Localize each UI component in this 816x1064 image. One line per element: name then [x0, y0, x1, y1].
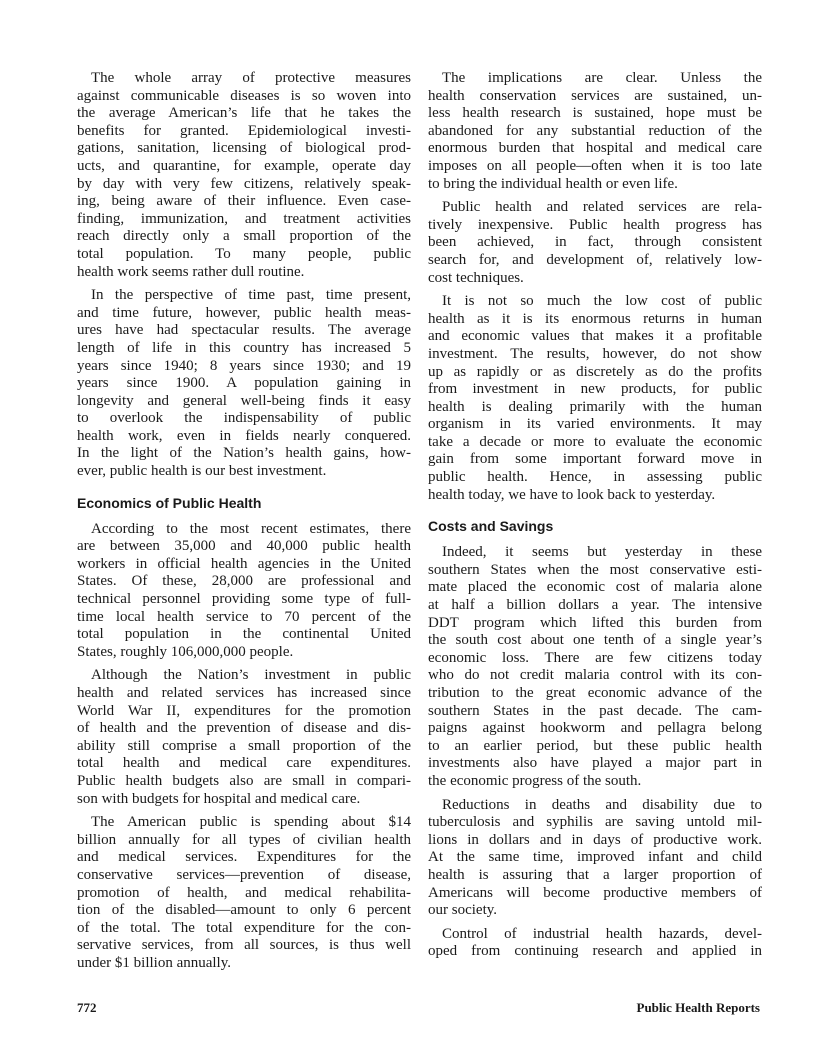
text-line: investments also have played a major part in [428, 755, 762, 772]
section-heading: Costs and Savings [428, 518, 554, 535]
text-line: At the same time, improved infant and child [428, 849, 762, 866]
text-line: are between 35,000 and 40,000 public health [77, 538, 411, 555]
text-line: under $1 billion annually. [77, 954, 231, 971]
text-line: search for, and development of, relatively low- [428, 251, 762, 268]
paragraph [77, 521, 411, 662]
text-line: tuberculosis and syphilis are saving untold mil- [428, 814, 762, 831]
text-line: our society. [428, 902, 498, 919]
text-line: abandoned for any substantial reduction of the [428, 122, 762, 139]
text-line: been achieved, in fact, through consistent [428, 234, 762, 251]
text-line: of the total. The total expenditure for the con- [77, 919, 411, 936]
text-line: southern States when the most conservative esti- [428, 561, 762, 578]
text-line: Public health budgets also are small in compari- [77, 772, 411, 789]
text-line: States. Of these, 28,000 are professional and [77, 573, 411, 590]
text-line: The whole array of protective measures [91, 70, 411, 86]
text-line: against communicable diseases is so woven into [77, 87, 411, 104]
text-line: technical personnel providing some type of full- [77, 591, 411, 608]
text-line: to bring the individual health or even life. [428, 175, 678, 192]
text-line: gain from some important forward move in [428, 451, 762, 468]
page-number: 772 [77, 1000, 97, 1015]
text-line: health work, even in fields nearly conquered. [77, 427, 411, 444]
text-line: investment. The results, however, do not show [428, 345, 762, 362]
text-line: Reductions in deaths and disability due to [442, 796, 762, 813]
text-line: to an earlier period, but these public health [428, 737, 762, 754]
paragraph [428, 544, 762, 790]
text-line: health conservation services are sustained, un- [428, 87, 762, 104]
paragraph [77, 287, 411, 481]
paragraph [77, 667, 411, 808]
text-line: Americans will become productive members of [428, 884, 762, 901]
paragraph [77, 70, 411, 281]
text-line: to overlook the indispensability of public [77, 410, 411, 427]
text-line: Public health and related services are rela- [442, 199, 762, 216]
text-line: by day with very few citizens, relatively speak- [77, 175, 411, 192]
text-line: gations, sanitation, licensing of biological prod- [77, 140, 411, 157]
text-line: longevity and general well-being finds it easy [77, 392, 411, 409]
text-line: In the light of the Nation’s health gains, how- [77, 445, 411, 462]
text-line: reach directly only a small proportion of the [77, 228, 411, 245]
paragraph [428, 926, 762, 961]
journal-title: Public Health Reports [636, 1000, 760, 1015]
right-column [428, 70, 762, 967]
text-line: In the perspective of time past, time present, [91, 287, 411, 304]
text-line: Although the Nation’s investment in public [91, 667, 411, 684]
text-line: World War II, expenditures for the promotion [77, 702, 411, 719]
text-line: total population. To many people, public [77, 245, 411, 262]
text-line: According to the most recent estimates, there [91, 520, 411, 537]
text-line: ucts, and quarantine, for example, operate day [77, 157, 411, 174]
text-line: Control of industrial health hazards, devel- [442, 925, 762, 942]
text-line: States, roughly 106,000,000 people. [77, 643, 294, 660]
text-line: lions in dollars and in days of productive work. [428, 831, 762, 848]
text-line: imposes on all people—often when it is too late [428, 157, 762, 174]
text-line: years since 1900. A population gaining in [77, 375, 411, 392]
text-line: servative services, from all sources, is thus well [77, 937, 411, 954]
text-line: health is assuring that a larger proportion of [428, 866, 762, 883]
text-line: the average American’s life that he takes the [77, 105, 411, 122]
text-line: economic loss. There are few citizens today [428, 649, 762, 666]
text-line: length of life in this country has increased 5 [77, 339, 411, 356]
text-line: total health and medical care expenditures. [77, 755, 411, 772]
text-line: promotion of health, and medical rehabilita- [77, 884, 411, 901]
text-line: southern States in the past decade. The cam- [428, 702, 762, 719]
paragraph [428, 70, 762, 193]
text-line: son with budgets for hospital and medical care. [77, 790, 361, 807]
text-line: Indeed, it seems but yesterday in these [442, 544, 762, 561]
text-line: ever, public health is our best investment. [77, 463, 327, 480]
text-line: paigns against hookworm and pellagra belong [428, 720, 762, 737]
text-line: the economic progress of the south. [428, 772, 642, 789]
text-line: at half a billion dollars a year. The intensive [428, 597, 762, 614]
text-line: tively inexpensive. Public health progress has [428, 216, 762, 233]
text-line: of health and the prevention of disease and dis- [77, 720, 411, 737]
text-line: benefits for granted. Epidemiological investi- [77, 122, 411, 139]
text-line: mate placed the economic cost of malaria alone [428, 579, 762, 596]
text-line: total population in the continental United [77, 626, 411, 643]
text-line: cost techniques. [428, 269, 524, 286]
paragraph [77, 814, 411, 972]
text-line: health and related services has increased since [77, 685, 411, 701]
text-line: ing, being aware of their influence. Even case- [77, 193, 411, 210]
text-line: billion annually for all types of civilian health [77, 831, 411, 848]
text-line: oped from continuing research and applied in [428, 943, 762, 960]
text-line: finding, immunization, and treatment activities [77, 210, 411, 227]
text-line: workers in official health agencies in the United [77, 555, 411, 572]
text-line: health is dealing primarily with the human [428, 398, 762, 415]
text-line: health today, we have to look back to yesterday. [428, 486, 716, 503]
text-line: and medical services. Expenditures for the [77, 849, 411, 866]
text-line: time local health service to 70 percent of the [77, 608, 411, 625]
text-line: It is not so much the low cost of public [442, 293, 762, 310]
text-line: the south cost about one tenth of a single year’s [428, 632, 762, 649]
text-line: public health. Hence, in assessing public [428, 469, 762, 486]
text-line: who do not credit malaria control with its con- [428, 667, 762, 684]
text-line: ures have had spectacular results. The average [77, 322, 411, 339]
text-line: tion of the disabled—amount to only 6 percent [77, 902, 411, 919]
text-line: health work seems rather dull routine. [77, 263, 305, 280]
paragraph [428, 293, 762, 504]
text-line: and time future, however, public health meas- [77, 304, 411, 321]
text-line: DDT program which lifted this burden from [428, 614, 762, 631]
text-line: take a decade or more to evaluate the economic [428, 433, 762, 450]
text-line: from investment in new products, for public [428, 381, 762, 398]
text-line: conservative services—prevention of disease, [77, 866, 411, 883]
text-line: organism in its varied environments. It may [428, 416, 762, 433]
paragraph [428, 199, 762, 287]
text-line: and economic values that makes it a profitable [428, 328, 762, 345]
text-line: tribution to the great economic advance of the [428, 685, 762, 701]
text-line: less health research is sustained, hope must be [428, 105, 762, 122]
text-line: ability still comprise a small proportion of the [77, 737, 411, 754]
text-line: up as rapidly or as discretely as do the profits [428, 363, 762, 380]
text-line: The implications are clear. Unless the [442, 70, 762, 86]
section-heading: Economics of Public Health [77, 494, 262, 511]
text-line: enormous burden that hospital and medical care [428, 140, 762, 157]
text-line: years since 1940; 8 years since 1930; and 19 [77, 357, 411, 374]
left-column [77, 70, 411, 979]
paragraph [428, 797, 762, 920]
text-line: The American public is spending about $14 [91, 814, 411, 831]
text-line: health as it is its enormous returns in human [428, 310, 762, 327]
